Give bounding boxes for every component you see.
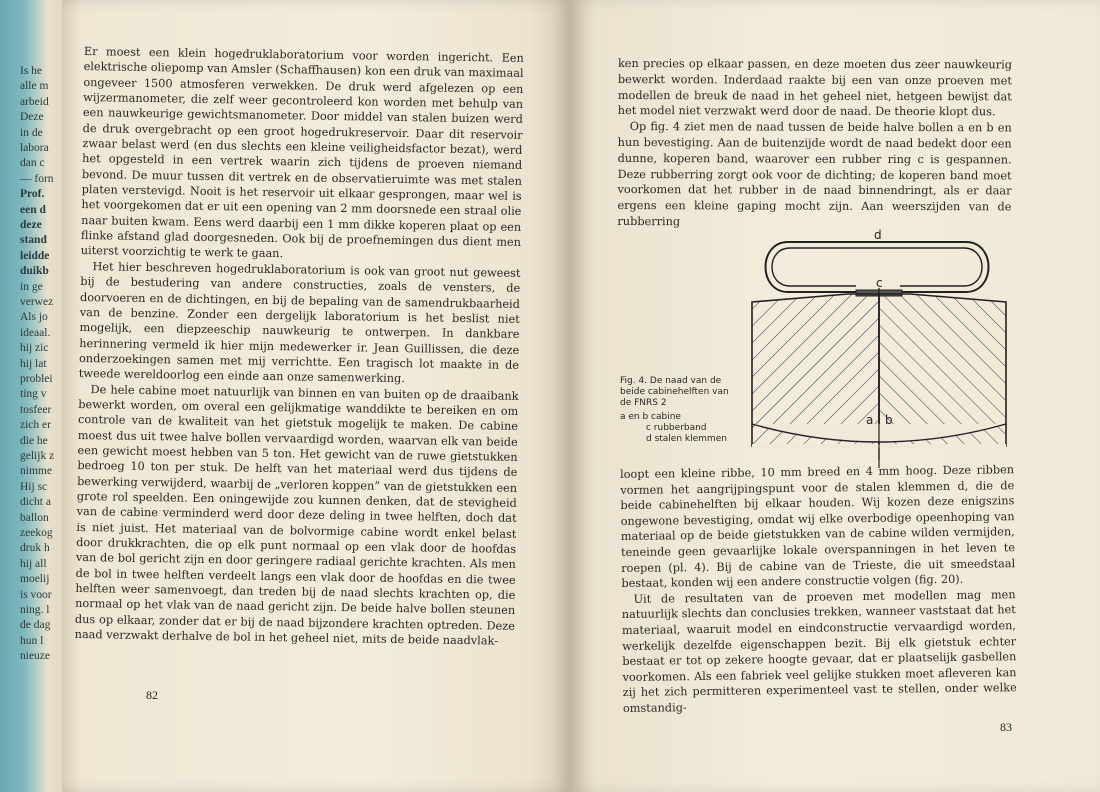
underlying-text-fragment: deze: [20, 219, 42, 231]
underlying-text-fragment: is voor: [20, 588, 52, 601]
right-page-text-bottom: [620, 462, 1017, 716]
right-page-number: 83: [1000, 720, 1012, 734]
figure-caption-title: Fig. 4. De naad van de beide cabinehelften van de FNRS 2: [620, 376, 729, 408]
right-paragraph-2: Op fig. 4 ziet men de naad tussen de beide halve bollen a en b en hun bevestiging. Aan de buitenzijde wordt de naad bedekt door een dunne, koperen band, waarover een rubber ring c is gespannen. Deze rubberring zorgt ook voor de dichting; de koperen band moet voorkomen dat het rubber in de naad binnendringt, als er daar ergens een kleine gaping mocht zijn. Aan weerszijden van de rubberring: [617, 120, 1012, 229]
underlying-text-fragment: zeekog: [20, 527, 53, 539]
underlying-text-fragment: hij lat: [20, 357, 47, 370]
underlying-text-fragment: verwez: [20, 296, 54, 308]
underlying-text-fragment: ballon: [20, 511, 49, 524]
underlying-text-fragment: hij all: [20, 557, 47, 570]
seam-diagram-figure: [748, 228, 1010, 476]
underlying-text-fragment: Hij sc: [20, 480, 48, 493]
underlying-text-fragment: ideaal.: [20, 326, 51, 339]
legend-item-a-b: a en b cabine: [620, 412, 681, 422]
right-page-text-top: [617, 56, 1012, 231]
left-page-number: 82: [146, 688, 158, 702]
underlying-text-fragment: ning. l: [20, 604, 50, 616]
label-d: d: [874, 228, 882, 242]
underlying-text-fragment: dicht a: [20, 496, 51, 509]
underlying-text-fragment: hun l: [20, 634, 44, 647]
underlying-text-fragment: leidde: [20, 249, 50, 262]
left-paragraph-2: Het hier beschreven hogedruklaboratorium is ook van groot nut geweest bij de bestudering van andere constructies, zoals de vensters, de doorvoeren en de dichtingen, en bij de bepaling van de samendrukbaarheid van de benzine. Zonder een dergelijk laboratorium is het beslist niet mogelijk, een diepzeeschip nauwkeurig te ontwerpen. In dankbare herinnering vermeld ik hier mijn medewerker ir. Jean Guillissen, die deze onderzoekingen samen met mij verrichtte. Een tragisch lot maakte in de tweede wereldoorlog een einde aan onze samenwerking.: [78, 259, 521, 386]
underlying-text-fragment: ting v: [20, 388, 47, 401]
underlying-text-fragment: dan c: [20, 157, 45, 170]
left-paragraph-3: De hele cabine moet natuurlijk van binnen en van buiten op de draaibank bewerkt worden, om overal een gelijkmatige wanddikte te bereiken en om controle van de kwaliteit van het gietstuk mogelijk te maken. De cabine moest dus uit twee halve bollen vervaardigd worden, waarvan elk van beide een gewicht moest hebben van 5 ton. Het gewicht van de ruwe gietstukken bedroeg 10 ton per stuk. De helft van het materiaal werd dus tijdens de bewerking verwijderd, waarbij de „verloren koppen” van de gietstukken een grote rol speelden. Een oningewijde zou kunnen denken, dat de stevigheid van de cabine verminderd werd door deze deling in twee helften, doch dat is niet juist. Het materiaal van de bolvormige cabine wordt enkel belast door drukkrachten, die op elk punt normaal op een vlak door de hoofdas van de bol gericht zijn en door geringere radiaal gerichte krachten. Als men de bol in twee helften verdeelt langs een vlak door de hoofdas en die twee helften weer samenvoegt, dan treden bij de naad slechts krachten op, die normaal op het vlak van de naad gericht zijn. De beide halve bollen steunen dus op elkaar, zonder dat er bij de naad bijzondere krachten optreden. Deze naad verzwakt derhalve de bol in het geheel niet, mits de beide naadvlak-: [74, 382, 519, 648]
figure-legend: [620, 412, 738, 445]
label-a: a: [866, 413, 874, 427]
underlying-text-fragment: zich er: [20, 419, 51, 432]
underlying-text-fragment: problei: [20, 373, 53, 385]
underlying-text-fragment: labora: [20, 142, 49, 154]
shell-half-b: [879, 294, 1006, 446]
right-paragraph-4: Uit de resultaten van de proeven met modellen mag men natuurlijk slechts dan conclusies trekken, wanneer vaststaat dat het materiaal, waaruit model en eindconstructie vervaardigd worden, werkelijk dezelfde eigenschappen bezit. Bij elk gietstuk echter bestaat er tot op zekere hoogte gevaar, dat er plaatselijk gasbellen voorkomen. Als een fabriek veel gelijke stukken moet afleveren kan zij het zich permitteren experimenteel vast te stellen, onder welke omstandig-: [621, 587, 1017, 715]
label-b: b: [885, 413, 893, 427]
legend-item-c: c rubberband: [646, 423, 707, 433]
underlying-text-fragment: een d: [20, 203, 46, 216]
underlying-text-fragment: in de: [20, 126, 43, 139]
underlying-text-fragment: arbeid: [20, 95, 49, 108]
underlying-text-fragment: Deze: [20, 111, 44, 124]
left-paragraph-1: Er moest een klein hogedruklaboratorium voor worden ingericht. Een elektrische oliepomp van Amsler (Schaffhausen) kon een druk van maximaal ongeveer 1500 atmosferen verwekken. De druk werd afgelezen op een wijzermanometer, die zelf weer gecontroleerd kon worden met behulp van een nauwkeurige gewichtsmanometer. Door middel van stalen buizen werd de druk overgebracht op een groot hogedrukreservoir. Daar dit reservoir zwaar belast werd (en dus slechts een kleine veiligheidsfactor bezat), werd het opgesteld in een vertrek waarin zich tijdens de proeven niemand bevond. De muur tussen dit vertrek en de observatieruimte was met stalen platen verstevigd. Nooit is het reservoir uit elkaar gesprongen, maar wel is het voorgekomen dat er uit een opening van 2 mm doorsnede een straal olie naar buiten kwam. Eens werd daarbij een 1 mm dikke koperen plaat op een flinke afstand glad doorgesneden. Ook bij de proefnemingen dus dient men uiterst voorzichtig te werk te gaan.: [80, 44, 524, 261]
right-paragraph-1: ken precies op elkaar passen, en deze moeten dus zeer nauwkeurig bewerkt worden. Inderdaad raakte bij een van onze proeven met modellen de breuk de naad in het geheel niet, hetgeen bewijst dat het model niet verzwakt werd door de naad. De theorie klopt dus.: [617, 56, 1012, 119]
underlying-text-fragment: nieuze: [20, 650, 51, 663]
figure-caption: [620, 376, 738, 445]
underlying-text-fragment: die he: [20, 434, 48, 447]
underlying-text-fragment: nimme: [20, 465, 52, 478]
underlying-text-fragment: stand: [20, 234, 47, 247]
left-page-text: [75, 44, 524, 649]
right-paragraph-3: loopt een kleine ribbe, 10 mm breed en 4 mm hoog. Deze ribben vormen het aangrijpingspunt voor de stalen klemmen d, die de beide cabinehelften bij elkaar houden. Wij kozen deze enigszins ongewone bevestiging, omdat wij elke overbodige opeenhoping van materiaal op de beide gietstukken van de cabine wilden vermijden, teneinde geen gevaarlijke lokale overspanningen in het leven te roepen (pl. 4). Bij de cabine van de Trieste, die uit smeedstaal bestaat, konden wij een andere constructie volgen (fig. 20).: [620, 463, 1016, 591]
underlying-text-fragment: Als jo: [20, 311, 48, 324]
label-c: c: [876, 276, 883, 290]
underlying-text-fragment: moelij: [20, 573, 50, 586]
underlying-text-fragment: in ge: [20, 280, 43, 293]
underlying-text-fragment: hij zic: [20, 342, 49, 355]
underlying-text-fragment: druk h: [20, 542, 50, 555]
shell-half-a: [752, 294, 879, 446]
underlying-text-fragment: duikb: [20, 265, 49, 278]
underlying-text-fragment: — forn: [20, 172, 54, 185]
underlying-text-fragment: tosfeer: [20, 403, 52, 416]
underlying-text-fragment: Is he: [20, 65, 43, 77]
legend-item-d: d stalen klemmen: [646, 434, 727, 444]
underlying-text-fragment: gelijk z: [20, 450, 55, 462]
underlying-text-fragment: de dag: [20, 619, 51, 632]
underlying-text-fragment: alle m: [20, 80, 49, 93]
underlying-text-fragment: Prof.: [20, 188, 45, 201]
